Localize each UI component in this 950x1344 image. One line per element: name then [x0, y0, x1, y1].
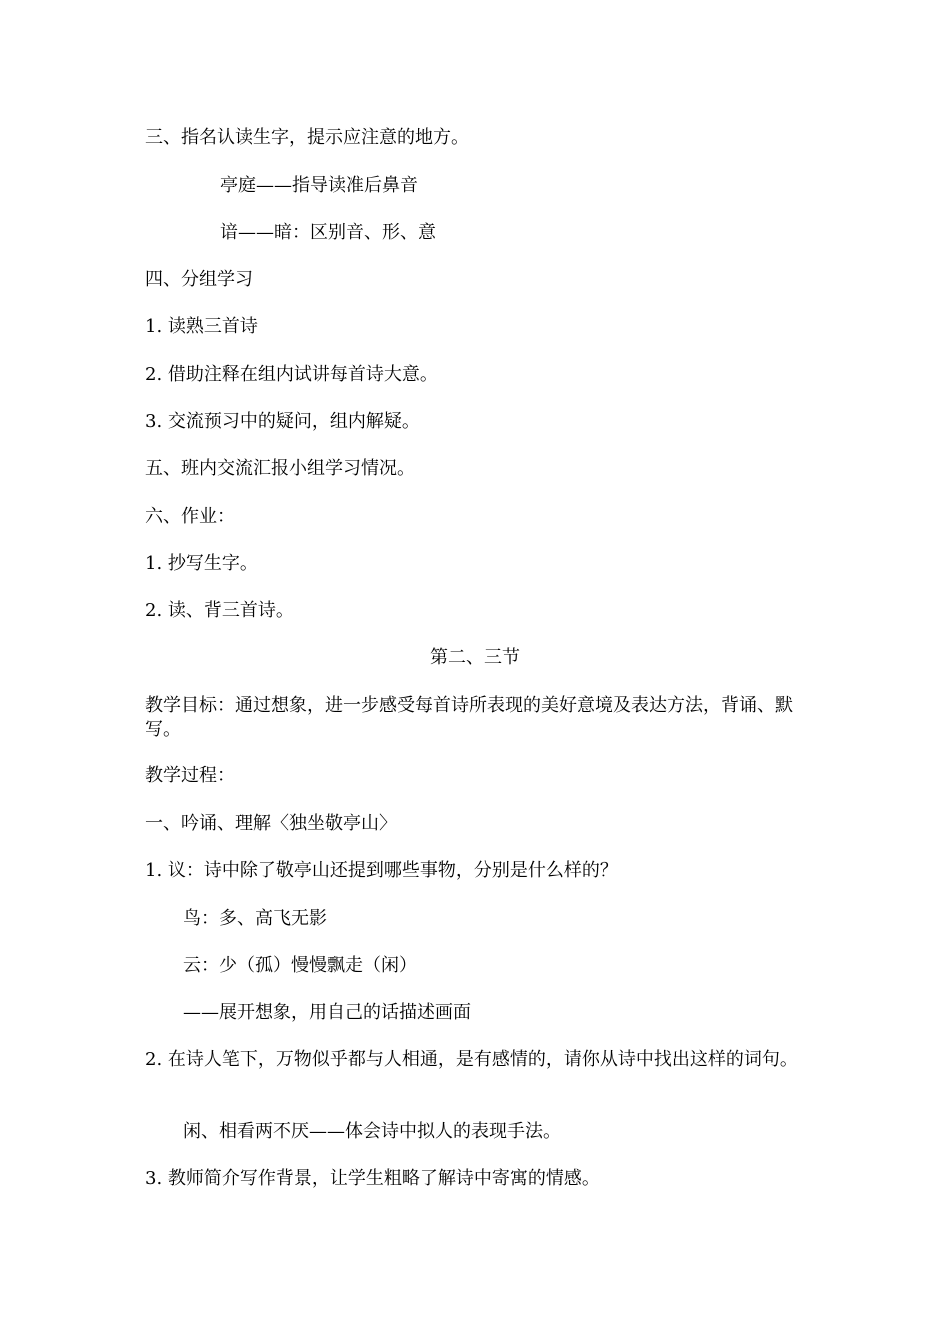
step-6-heading: 六、作业：	[145, 506, 235, 527]
homework-item-2: 2. 读、背三首诗。	[145, 600, 294, 621]
teaching-process-heading: 教学过程：	[145, 765, 235, 786]
step-4-heading: 四、分组学习	[145, 269, 253, 290]
step-3-heading: 三、指名认读生字，提示应注意的地方。	[145, 127, 469, 148]
part-1-item-3: 3. 教师简介写作背景，让学生粗略了解诗中寄寓的情感。	[145, 1168, 600, 1189]
homework-item-1: 1. 抄写生字。	[145, 553, 258, 574]
personification-note: 闲、相看两不厌——体会诗中拟人的表现手法。	[183, 1121, 561, 1142]
step-4-item-3: 3. 交流预习中的疑问，组内解疑。	[145, 411, 420, 432]
part-1-item-1: 1. 议：诗中除了敬亭山还提到哪些事物，分别是什么样的？	[145, 860, 618, 881]
note-ting: 亭庭——指导读准后鼻音	[220, 175, 418, 196]
bird-note: 鸟：多、高飞无影	[183, 908, 327, 929]
step-4-item-1: 1. 读熟三首诗	[145, 316, 258, 337]
part-1-item-2: 2. 在诗人笔下，万物似乎都与人相通，是有感情的，请你从诗中找出这样的词句。	[145, 1049, 798, 1070]
step-5-heading: 五、班内交流汇报小组学习情况。	[145, 458, 415, 479]
section-title: 第二、三节	[430, 647, 520, 668]
step-4-item-2: 2. 借助注释在组内试讲每首诗大意。	[145, 364, 438, 385]
part-1-heading: 一、吟诵、理解〈独坐敬亭山〉	[145, 813, 397, 834]
teaching-goal: 教学目标：通过想象，进一步感受每首诗所表现的美好意境及表达方法，背诵、默写。	[145, 695, 793, 740]
note-an: 谙——暗：区别音、形、意	[220, 222, 436, 243]
imagine-note: ——展开想象，用自己的话描述画面	[183, 1002, 471, 1023]
cloud-note: 云：少（孤）慢慢飘走（闲）	[183, 955, 417, 976]
